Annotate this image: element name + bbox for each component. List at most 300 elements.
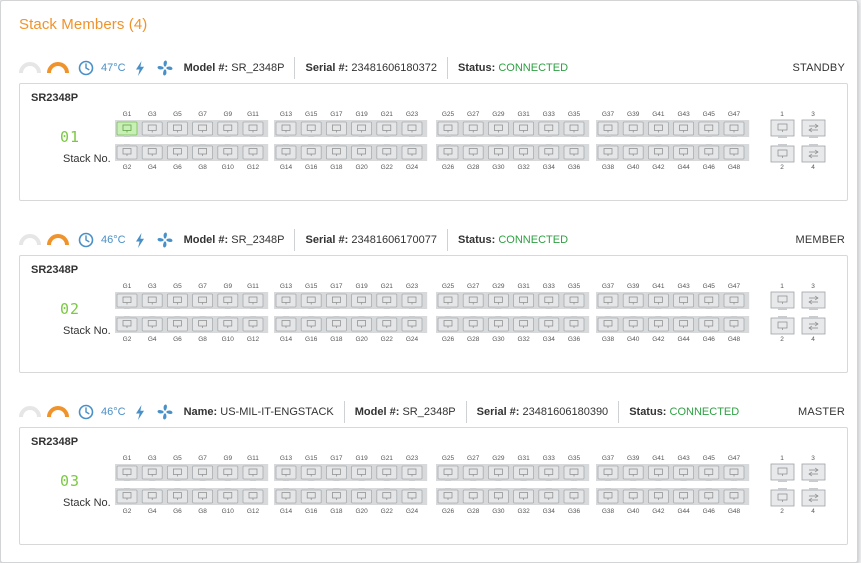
port-g9[interactable] bbox=[218, 466, 238, 481]
port-g34[interactable] bbox=[539, 488, 559, 503]
port-box bbox=[301, 122, 321, 135]
port-box bbox=[438, 146, 458, 159]
port-tab bbox=[174, 135, 180, 137]
port-tab bbox=[630, 316, 636, 318]
uplink-port-3[interactable] bbox=[802, 464, 825, 482]
port-box bbox=[674, 146, 694, 159]
port-g23[interactable] bbox=[402, 122, 422, 137]
port-tab bbox=[250, 316, 256, 318]
port-g46[interactable] bbox=[699, 316, 719, 331]
port-g31[interactable] bbox=[514, 466, 534, 481]
port-g43[interactable] bbox=[674, 122, 694, 137]
port-tab bbox=[809, 308, 818, 310]
port-g2[interactable] bbox=[117, 316, 137, 331]
port-box bbox=[142, 122, 162, 135]
port-g28[interactable] bbox=[463, 488, 483, 503]
port-g22[interactable] bbox=[377, 144, 397, 159]
port-g11[interactable] bbox=[243, 466, 263, 481]
port-label: G18 bbox=[330, 508, 343, 515]
port-g24[interactable] bbox=[402, 488, 422, 503]
port-box bbox=[377, 318, 397, 331]
port-g29[interactable] bbox=[488, 122, 508, 137]
port-g36[interactable] bbox=[564, 316, 584, 331]
port-box bbox=[438, 318, 458, 331]
port-g48[interactable] bbox=[724, 316, 744, 331]
port-g34[interactable] bbox=[539, 316, 559, 331]
port-g29[interactable] bbox=[488, 466, 508, 481]
port-g41[interactable] bbox=[648, 122, 668, 137]
port-g25[interactable] bbox=[438, 466, 458, 481]
port-box bbox=[699, 294, 719, 307]
uplink-port-1[interactable] bbox=[771, 464, 794, 482]
port-g1[interactable] bbox=[117, 466, 137, 481]
port-label: G3 bbox=[147, 283, 157, 290]
port-label: G29 bbox=[492, 455, 505, 462]
port-g20[interactable] bbox=[352, 488, 372, 503]
port-g31[interactable] bbox=[514, 122, 534, 137]
uplink-port-1[interactable] bbox=[771, 120, 794, 138]
port-box bbox=[514, 294, 534, 307]
port-g7[interactable] bbox=[193, 122, 213, 137]
port-g35[interactable] bbox=[564, 466, 584, 481]
port-g42[interactable] bbox=[648, 488, 668, 503]
port-label: G45 bbox=[702, 111, 715, 118]
port-box bbox=[117, 318, 137, 331]
port-tab bbox=[571, 135, 577, 137]
port-g12[interactable] bbox=[243, 488, 263, 503]
port-tab bbox=[470, 144, 476, 146]
port-tab bbox=[124, 135, 130, 137]
port-tab bbox=[655, 307, 661, 309]
port-g32[interactable] bbox=[514, 488, 534, 503]
temperature-value: 46°C bbox=[101, 406, 126, 418]
port-box bbox=[674, 490, 694, 503]
port-tab bbox=[655, 479, 661, 481]
port-tab bbox=[571, 144, 577, 146]
port-tab bbox=[308, 135, 314, 137]
port-g31[interactable] bbox=[514, 294, 534, 309]
uplink-label: 3 bbox=[811, 455, 815, 462]
port-g18[interactable] bbox=[326, 488, 346, 503]
port-tab bbox=[605, 144, 611, 146]
uplink-port-3[interactable] bbox=[802, 120, 825, 138]
port-g23[interactable] bbox=[402, 294, 422, 309]
port-g39[interactable] bbox=[623, 466, 643, 481]
port-g16[interactable] bbox=[301, 316, 321, 331]
port-tab bbox=[200, 135, 206, 137]
port-g2[interactable] bbox=[117, 144, 137, 159]
port-tab bbox=[706, 144, 712, 146]
port-label: G34 bbox=[542, 164, 555, 171]
port-tab bbox=[470, 488, 476, 490]
port-label: G44 bbox=[677, 336, 690, 343]
port-box bbox=[352, 466, 372, 479]
port-box bbox=[623, 490, 643, 503]
port-g13[interactable] bbox=[276, 122, 296, 137]
port-g8[interactable] bbox=[193, 316, 213, 331]
port-label: G47 bbox=[727, 455, 741, 462]
port-g36[interactable] bbox=[564, 488, 584, 503]
port-g21[interactable] bbox=[377, 294, 397, 309]
field-value: 23481606180390 bbox=[522, 406, 609, 418]
port-g32[interactable] bbox=[514, 316, 534, 331]
port-g18[interactable] bbox=[326, 144, 346, 159]
port-g43[interactable] bbox=[674, 466, 694, 481]
port-g26[interactable] bbox=[438, 488, 458, 503]
port-tab bbox=[200, 316, 206, 318]
port-g19[interactable] bbox=[352, 466, 372, 481]
port-label: G33 bbox=[542, 455, 555, 462]
port-g28[interactable] bbox=[463, 316, 483, 331]
port-g47[interactable] bbox=[724, 122, 744, 137]
port-g46[interactable] bbox=[699, 144, 719, 159]
port-tab bbox=[521, 307, 527, 309]
uplink-port-4[interactable] bbox=[802, 488, 825, 506]
port-tab bbox=[200, 144, 206, 146]
port-label: G25 bbox=[441, 111, 455, 118]
uplink-box bbox=[802, 120, 825, 136]
port-box bbox=[514, 466, 534, 479]
port-label: G1 bbox=[122, 455, 132, 462]
port-g14[interactable] bbox=[276, 488, 296, 503]
port-g19[interactable] bbox=[352, 122, 372, 137]
port-box bbox=[352, 294, 372, 307]
uplink-port-1[interactable] bbox=[771, 292, 794, 310]
uplink-port-2[interactable] bbox=[771, 316, 794, 334]
port-tab bbox=[546, 144, 552, 146]
port-g15[interactable] bbox=[301, 466, 321, 481]
port-g5[interactable] bbox=[167, 466, 187, 481]
port-box bbox=[648, 294, 668, 307]
port-g1[interactable] bbox=[117, 294, 137, 309]
port-g25[interactable] bbox=[438, 122, 458, 137]
port-g45[interactable] bbox=[699, 122, 719, 137]
port-g27[interactable] bbox=[463, 466, 483, 481]
port-g11[interactable] bbox=[243, 122, 263, 137]
uplink-box bbox=[802, 292, 825, 308]
port-g7[interactable] bbox=[193, 294, 213, 309]
port-tab bbox=[200, 307, 206, 309]
port-tab bbox=[706, 488, 712, 490]
port-g17[interactable] bbox=[326, 122, 346, 137]
port-tab bbox=[283, 144, 289, 146]
port-g29[interactable] bbox=[488, 294, 508, 309]
port-g44[interactable] bbox=[674, 144, 694, 159]
port-g3[interactable] bbox=[142, 122, 162, 137]
port-label: G39 bbox=[627, 283, 640, 290]
port-tab bbox=[283, 316, 289, 318]
port-box bbox=[598, 318, 618, 331]
port-g3[interactable] bbox=[142, 466, 162, 481]
gauge-orange-icon bbox=[47, 406, 69, 418]
port-g39[interactable] bbox=[623, 122, 643, 137]
port-g35[interactable] bbox=[564, 122, 584, 137]
port-g40[interactable] bbox=[623, 488, 643, 503]
port-g4[interactable] bbox=[142, 144, 162, 159]
gauge-empty-icon bbox=[19, 406, 41, 418]
field-label: Serial #: bbox=[476, 406, 520, 418]
port-box bbox=[724, 318, 744, 331]
port-g38[interactable] bbox=[598, 144, 618, 159]
port-label: G4 bbox=[147, 336, 157, 343]
port-g4[interactable] bbox=[142, 488, 162, 503]
port-box bbox=[142, 294, 162, 307]
port-tab bbox=[546, 307, 552, 309]
port-g15[interactable] bbox=[301, 122, 321, 137]
field-value: US-MIL-IT-ENGSTACK bbox=[220, 406, 334, 418]
port-g3[interactable] bbox=[142, 294, 162, 309]
port-g8[interactable] bbox=[193, 144, 213, 159]
uplink-port-4[interactable] bbox=[802, 316, 825, 334]
port-g5[interactable] bbox=[167, 294, 187, 309]
port-label: G37 bbox=[601, 455, 615, 462]
port-g34[interactable] bbox=[539, 144, 559, 159]
port-g6[interactable] bbox=[167, 144, 187, 159]
port-g44[interactable] bbox=[674, 488, 694, 503]
port-label: G9 bbox=[223, 283, 233, 290]
uplink-box bbox=[802, 318, 825, 334]
member-field bbox=[447, 229, 578, 251]
uplink-box bbox=[771, 120, 794, 136]
port-g20[interactable] bbox=[352, 144, 372, 159]
port-box bbox=[276, 318, 296, 331]
port-box bbox=[218, 122, 238, 135]
port-box bbox=[463, 294, 483, 307]
port-box bbox=[243, 294, 263, 307]
port-tab bbox=[308, 307, 314, 309]
port-label: G33 bbox=[542, 111, 555, 118]
port-tab bbox=[149, 488, 155, 490]
port-tab bbox=[250, 135, 256, 137]
port-g14[interactable] bbox=[276, 316, 296, 331]
port-g15[interactable] bbox=[301, 294, 321, 309]
port-box bbox=[142, 490, 162, 503]
port-g40[interactable] bbox=[623, 144, 643, 159]
port-g26[interactable] bbox=[438, 316, 458, 331]
port-tab bbox=[681, 144, 687, 146]
port-g32[interactable] bbox=[514, 144, 534, 159]
port-g28[interactable] bbox=[463, 144, 483, 159]
uplink-port-4[interactable] bbox=[802, 144, 825, 162]
port-g21[interactable] bbox=[377, 466, 397, 481]
port-g48[interactable] bbox=[724, 488, 744, 503]
port-box bbox=[301, 490, 321, 503]
port-tab bbox=[495, 135, 501, 137]
status-value: CONNECTED bbox=[669, 406, 740, 418]
port-g42[interactable] bbox=[648, 316, 668, 331]
port-g2[interactable] bbox=[117, 488, 137, 503]
port-g41[interactable] bbox=[648, 294, 668, 309]
member-role: MEMBER bbox=[795, 234, 845, 246]
port-g10[interactable] bbox=[218, 316, 238, 331]
port-g12[interactable] bbox=[243, 316, 263, 331]
uplink-port-2[interactable] bbox=[771, 488, 794, 506]
port-g19[interactable] bbox=[352, 294, 372, 309]
port-box bbox=[674, 294, 694, 307]
port-g27[interactable] bbox=[463, 294, 483, 309]
port-box bbox=[724, 146, 744, 159]
port-tab bbox=[778, 480, 787, 482]
port-tab bbox=[250, 307, 256, 309]
port-g47[interactable] bbox=[724, 466, 744, 481]
port-tab bbox=[124, 144, 130, 146]
port-g46[interactable] bbox=[699, 488, 719, 503]
port-box bbox=[377, 466, 397, 479]
port-box bbox=[402, 146, 422, 159]
port-tab bbox=[809, 488, 818, 490]
uplink-port-2[interactable] bbox=[771, 144, 794, 162]
port-g36[interactable] bbox=[564, 144, 584, 159]
port-box bbox=[142, 146, 162, 159]
port-g30[interactable] bbox=[488, 488, 508, 503]
port-tab bbox=[546, 479, 552, 481]
port-g9[interactable] bbox=[218, 294, 238, 309]
port-g37[interactable] bbox=[598, 122, 618, 137]
port-box bbox=[326, 122, 346, 135]
port-g26[interactable] bbox=[438, 144, 458, 159]
port-g22[interactable] bbox=[377, 316, 397, 331]
port-label: G14 bbox=[279, 508, 293, 515]
port-g4[interactable] bbox=[142, 316, 162, 331]
port-box bbox=[699, 146, 719, 159]
port-g12[interactable] bbox=[243, 144, 263, 159]
port-g17[interactable] bbox=[326, 294, 346, 309]
port-tab bbox=[445, 144, 451, 146]
port-g9[interactable] bbox=[218, 122, 238, 137]
port-g45[interactable] bbox=[699, 294, 719, 309]
port-g10[interactable] bbox=[218, 488, 238, 503]
port-label: G25 bbox=[441, 283, 455, 290]
switch-panel bbox=[19, 427, 848, 545]
port-tab bbox=[308, 316, 314, 318]
port-g1[interactable] bbox=[117, 122, 137, 137]
port-box bbox=[438, 490, 458, 503]
port-g24[interactable] bbox=[402, 144, 422, 159]
port-label: G31 bbox=[517, 111, 530, 118]
port-g25[interactable] bbox=[438, 294, 458, 309]
port-g23[interactable] bbox=[402, 466, 422, 481]
port-label: G10 bbox=[221, 508, 234, 515]
port-g7[interactable] bbox=[193, 466, 213, 481]
port-label: G48 bbox=[727, 336, 741, 343]
port-g44[interactable] bbox=[674, 316, 694, 331]
port-g21[interactable] bbox=[377, 122, 397, 137]
port-box bbox=[142, 466, 162, 479]
port-box bbox=[488, 146, 508, 159]
port-g20[interactable] bbox=[352, 316, 372, 331]
port-tab bbox=[809, 480, 818, 482]
port-g8[interactable] bbox=[193, 488, 213, 503]
port-g48[interactable] bbox=[724, 144, 744, 159]
port-g22[interactable] bbox=[377, 488, 397, 503]
port-tab bbox=[655, 316, 661, 318]
uplink-label: 4 bbox=[811, 164, 815, 171]
port-tab bbox=[225, 479, 231, 481]
port-label: G21 bbox=[380, 283, 393, 290]
port-box bbox=[193, 294, 213, 307]
port-g6[interactable] bbox=[167, 488, 187, 503]
port-g37[interactable] bbox=[598, 294, 618, 309]
switch-panel bbox=[19, 83, 848, 201]
port-label: G4 bbox=[147, 164, 157, 171]
port-box bbox=[724, 466, 744, 479]
field-label: Serial #: bbox=[305, 234, 349, 246]
port-box bbox=[724, 122, 744, 135]
port-label: G8 bbox=[198, 508, 207, 515]
port-tab bbox=[571, 479, 577, 481]
uplink-label: 2 bbox=[780, 336, 784, 343]
port-g33[interactable] bbox=[539, 466, 559, 481]
port-box bbox=[167, 466, 187, 479]
uplink-port-3[interactable] bbox=[802, 292, 825, 310]
port-box bbox=[674, 318, 694, 331]
port-tab bbox=[445, 488, 451, 490]
port-label: G18 bbox=[330, 336, 343, 343]
port-g10[interactable] bbox=[218, 144, 238, 159]
port-g30[interactable] bbox=[488, 144, 508, 159]
port-tab bbox=[359, 135, 365, 137]
port-g17[interactable] bbox=[326, 466, 346, 481]
port-g39[interactable] bbox=[623, 294, 643, 309]
gauge-empty-icon bbox=[19, 234, 41, 246]
port-g35[interactable] bbox=[564, 294, 584, 309]
port-g27[interactable] bbox=[463, 122, 483, 137]
port-label: G20 bbox=[355, 164, 368, 171]
port-g5[interactable] bbox=[167, 122, 187, 137]
port-label: G19 bbox=[355, 283, 368, 290]
port-g6[interactable] bbox=[167, 316, 187, 331]
port-g43[interactable] bbox=[674, 294, 694, 309]
port-label: G42 bbox=[652, 508, 665, 515]
port-g13[interactable] bbox=[276, 294, 296, 309]
port-box bbox=[438, 294, 458, 307]
port-g33[interactable] bbox=[539, 122, 559, 137]
port-tab bbox=[655, 144, 661, 146]
port-label: G14 bbox=[279, 164, 293, 171]
port-g37[interactable] bbox=[598, 466, 618, 481]
port-g40[interactable] bbox=[623, 316, 643, 331]
port-g45[interactable] bbox=[699, 466, 719, 481]
port-box bbox=[326, 146, 346, 159]
port-box bbox=[598, 146, 618, 159]
port-g42[interactable] bbox=[648, 144, 668, 159]
port-label: G22 bbox=[380, 508, 393, 515]
port-g13[interactable] bbox=[276, 466, 296, 481]
port-box bbox=[648, 122, 668, 135]
port-g16[interactable] bbox=[301, 144, 321, 159]
port-label: G36 bbox=[567, 336, 581, 343]
port-g30[interactable] bbox=[488, 316, 508, 331]
field-value: 23481606170077 bbox=[351, 234, 438, 246]
port-tab bbox=[283, 488, 289, 490]
port-g16[interactable] bbox=[301, 488, 321, 503]
port-box bbox=[598, 490, 618, 503]
port-g47[interactable] bbox=[724, 294, 744, 309]
port-g38[interactable] bbox=[598, 488, 618, 503]
port-tab bbox=[605, 135, 611, 137]
port-g24[interactable] bbox=[402, 316, 422, 331]
port-box bbox=[488, 318, 508, 331]
port-g38[interactable] bbox=[598, 316, 618, 331]
port-box bbox=[326, 294, 346, 307]
port-g18[interactable] bbox=[326, 316, 346, 331]
port-g41[interactable] bbox=[648, 466, 668, 481]
port-g11[interactable] bbox=[243, 294, 263, 309]
port-box bbox=[352, 490, 372, 503]
port-box bbox=[218, 294, 238, 307]
port-g14[interactable] bbox=[276, 144, 296, 159]
port-g33[interactable] bbox=[539, 294, 559, 309]
